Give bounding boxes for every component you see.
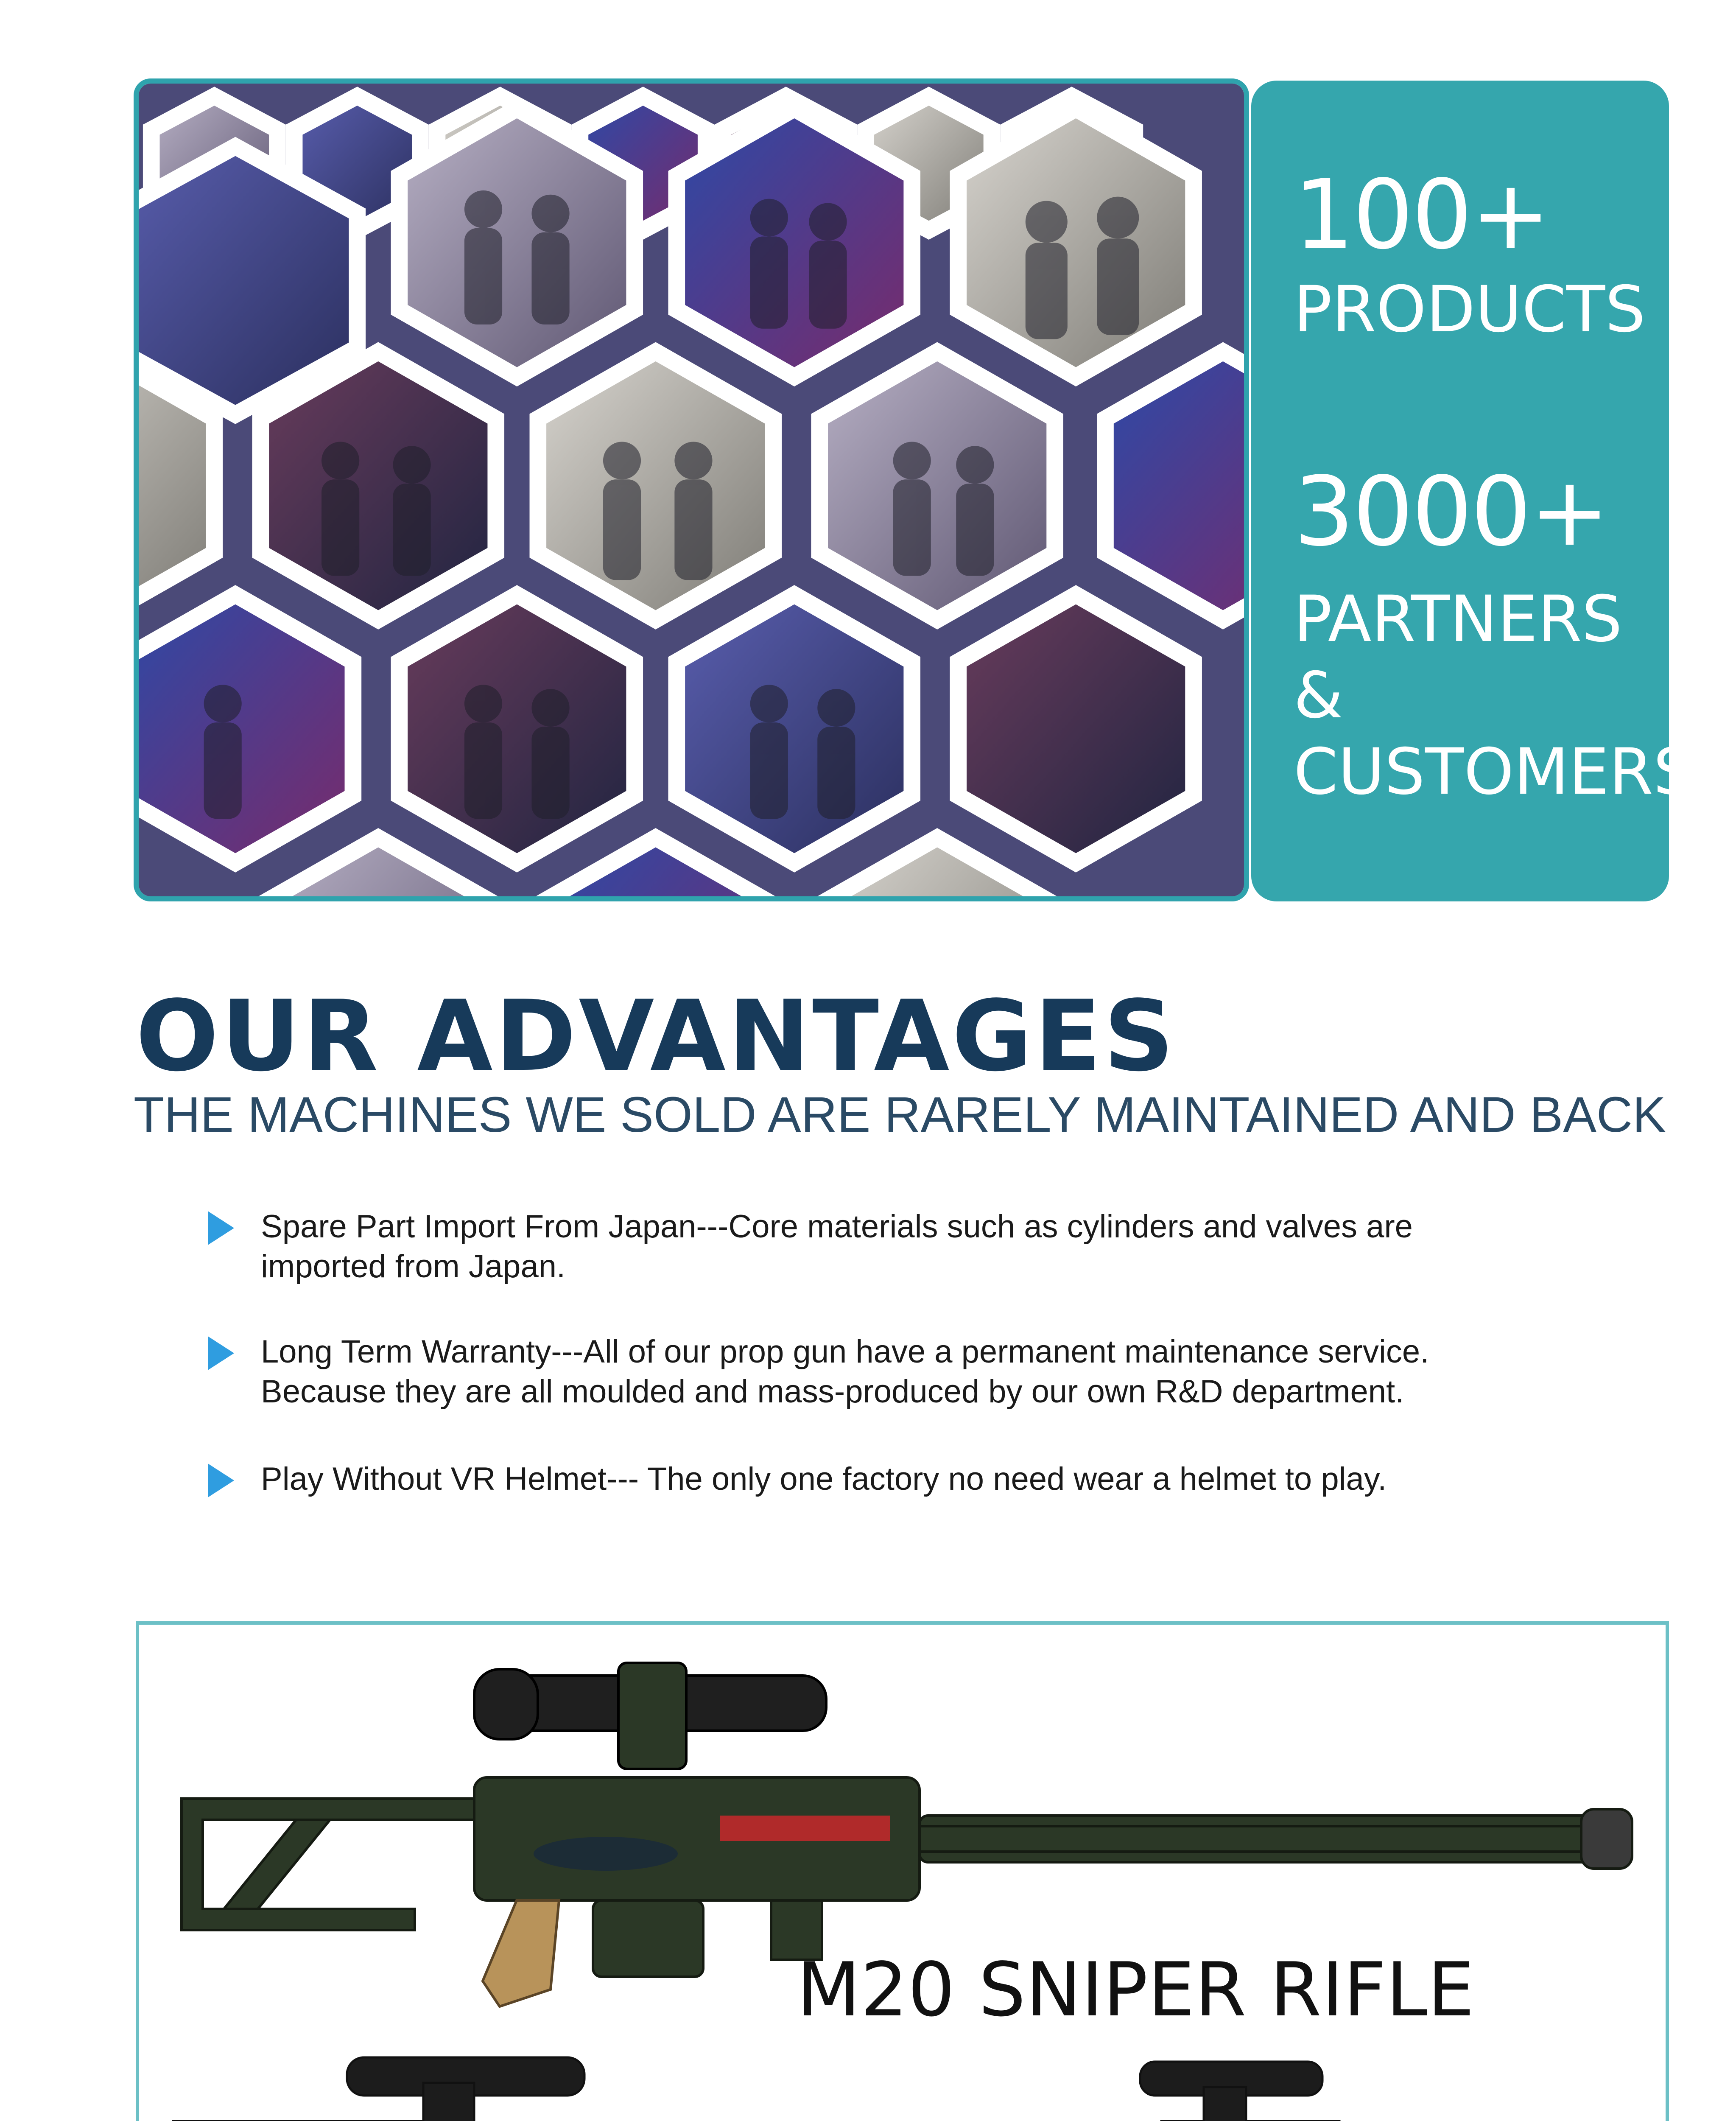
bullet-triangle-icon (208, 1463, 234, 1497)
advantage-text-line2: Because they are all moulded and mass-produced by our own R&D department. (261, 1374, 1404, 1410)
partners-label-line3: CUSTOMERS (1294, 735, 1694, 809)
advantage-item (204, 1459, 1603, 1506)
a21-sniper-gun-image (169, 2049, 953, 2121)
partners-number: 3000+ (1294, 456, 1608, 568)
advantages-title: OUR ADVANTAGES (136, 980, 1177, 1093)
partners-label-line1: PARTNERS (1294, 582, 1622, 656)
bullet-triangle-icon (208, 1336, 234, 1370)
bullet-triangle-icon (208, 1211, 234, 1245)
stats-panel (1251, 81, 1694, 901)
advantage-text-line2: imported from Japan. (261, 1248, 566, 1284)
m20-label: M20 SNIPER RIFLE (797, 1947, 1475, 2033)
advantage-text-line1: Spare Part Import From Japan---Core materials such as cylinders and valves are (261, 1209, 1413, 1245)
advantages-subtitle: THE MACHINES WE SOLD ARE RARELY MAINTAINED AND BACK (134, 1087, 1666, 1143)
gun-showcase (136, 1621, 1669, 2121)
products-label: PRODUCTS (1294, 273, 1646, 347)
advantage-item (204, 1332, 1603, 1417)
photo-collage (134, 78, 1249, 901)
advantage-text-line1: Long Term Warranty---All of our prop gun have a permanent maintenance service. (261, 1334, 1429, 1370)
advantage-text-line1: Play Without VR Helmet--- The only one factory no need wear a helmet to play. (261, 1461, 1387, 1497)
a47-sniper-rifle-image (983, 2053, 1598, 2121)
advantage-item (204, 1207, 1603, 1292)
partners-label-line2: & (1294, 659, 1343, 733)
products-number: 100+ (1294, 159, 1549, 271)
hexagon-photo-grid (139, 84, 1244, 896)
